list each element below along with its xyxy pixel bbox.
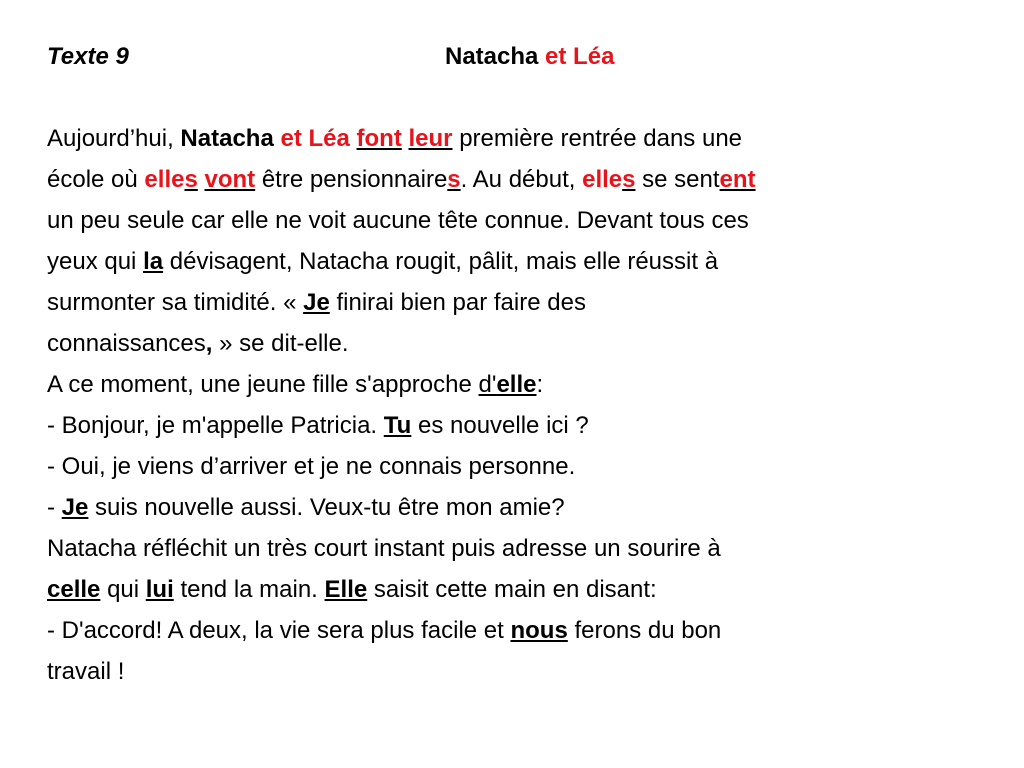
underlined-pronoun: Tu [383,412,412,439]
passage-line: travail ! [47,658,125,685]
passage-line [47,241,977,282]
highlighted-ending: ent [719,166,756,193]
underlined-pronoun: elle [496,371,537,398]
text-run: se sent [642,166,720,193]
highlighted-pronoun: elle [582,166,623,193]
text-title [445,40,614,74]
text-run: Aujourd’hui, [47,125,174,152]
highlighted-determiner: leur [408,125,453,152]
title-name: Natacha [445,43,539,70]
passage-line [47,118,977,159]
text-run: es nouvelle ici ? [417,412,589,439]
slide-header [47,40,977,74]
highlighted-verb: vont [204,166,256,193]
passage-line [47,323,977,364]
text-run: - D'accord! A deux, la vie sera plus facile et [47,617,504,644]
text-run: suis nouvelle aussi. Veux-tu être mon amie? [95,494,565,521]
underlined-pronoun: Je [61,494,89,521]
passage-line: Natacha réfléchit un très court instant puis adresse un sourire à [47,535,721,562]
highlighted-word: et Léa [280,125,350,152]
passage-line: - Oui, je viens d’arriver et je ne connais personne. [47,453,576,480]
underlined-pronoun: nous [510,617,568,644]
underlined-pronoun: lui [145,576,174,603]
text-number-label: Texte 9 [47,43,129,70]
passage-line [47,282,977,323]
text-run: - Bonjour, je m'appelle Patricia. [47,412,378,439]
text-run: A ce moment, une jeune fille s'approche [47,371,472,398]
underlined-pronoun: celle [47,576,101,603]
bold-word: Natacha [180,125,274,152]
text-run: être pensionnaire [261,166,448,193]
passage-line: un peu seule car elle ne voit aucune tête connue. Devant tous ces [47,207,749,234]
highlighted-ending: s [622,166,636,193]
underlined-pronoun: la [143,248,164,275]
text-run: : [536,371,544,398]
text-run: première rentrée dans une [459,125,743,152]
highlighted-ending: s [184,166,198,193]
underlined-pronoun: Elle [324,576,368,603]
highlighted-ending: s [447,166,461,193]
text-run: tend la main. [180,576,318,603]
underlined-preposition: d' [478,371,497,398]
text-run: connaissances [47,330,206,357]
text-run: qui [107,576,140,603]
passage-line [47,364,977,405]
text-run: dévisagent, Natacha rougit, pâlit, mais elle réussit à [169,248,719,275]
text-run: école où [47,166,138,193]
passage-line [47,610,977,651]
text-run: ferons du bon [574,617,722,644]
text-run: - [47,494,55,521]
passage [47,118,977,692]
title-highlight: et Léa [545,43,615,70]
passage-line [47,569,977,610]
highlighted-verb: font [356,125,402,152]
text-run: . Au début, [460,166,576,193]
underlined-pronoun: Je [303,289,330,316]
text-run: yeux qui [47,248,137,275]
text-run: surmonter sa timidité. « [47,289,297,316]
text-run: » se dit-elle. [219,330,349,357]
text-run: saisit cette main en disant: [373,576,657,603]
passage-line [47,159,977,200]
passage-line [47,487,977,528]
bold-comma: , [205,330,213,357]
highlighted-pronoun: elle [144,166,185,193]
passage-line [47,405,977,446]
text-run: finirai bien par faire des [336,289,586,316]
